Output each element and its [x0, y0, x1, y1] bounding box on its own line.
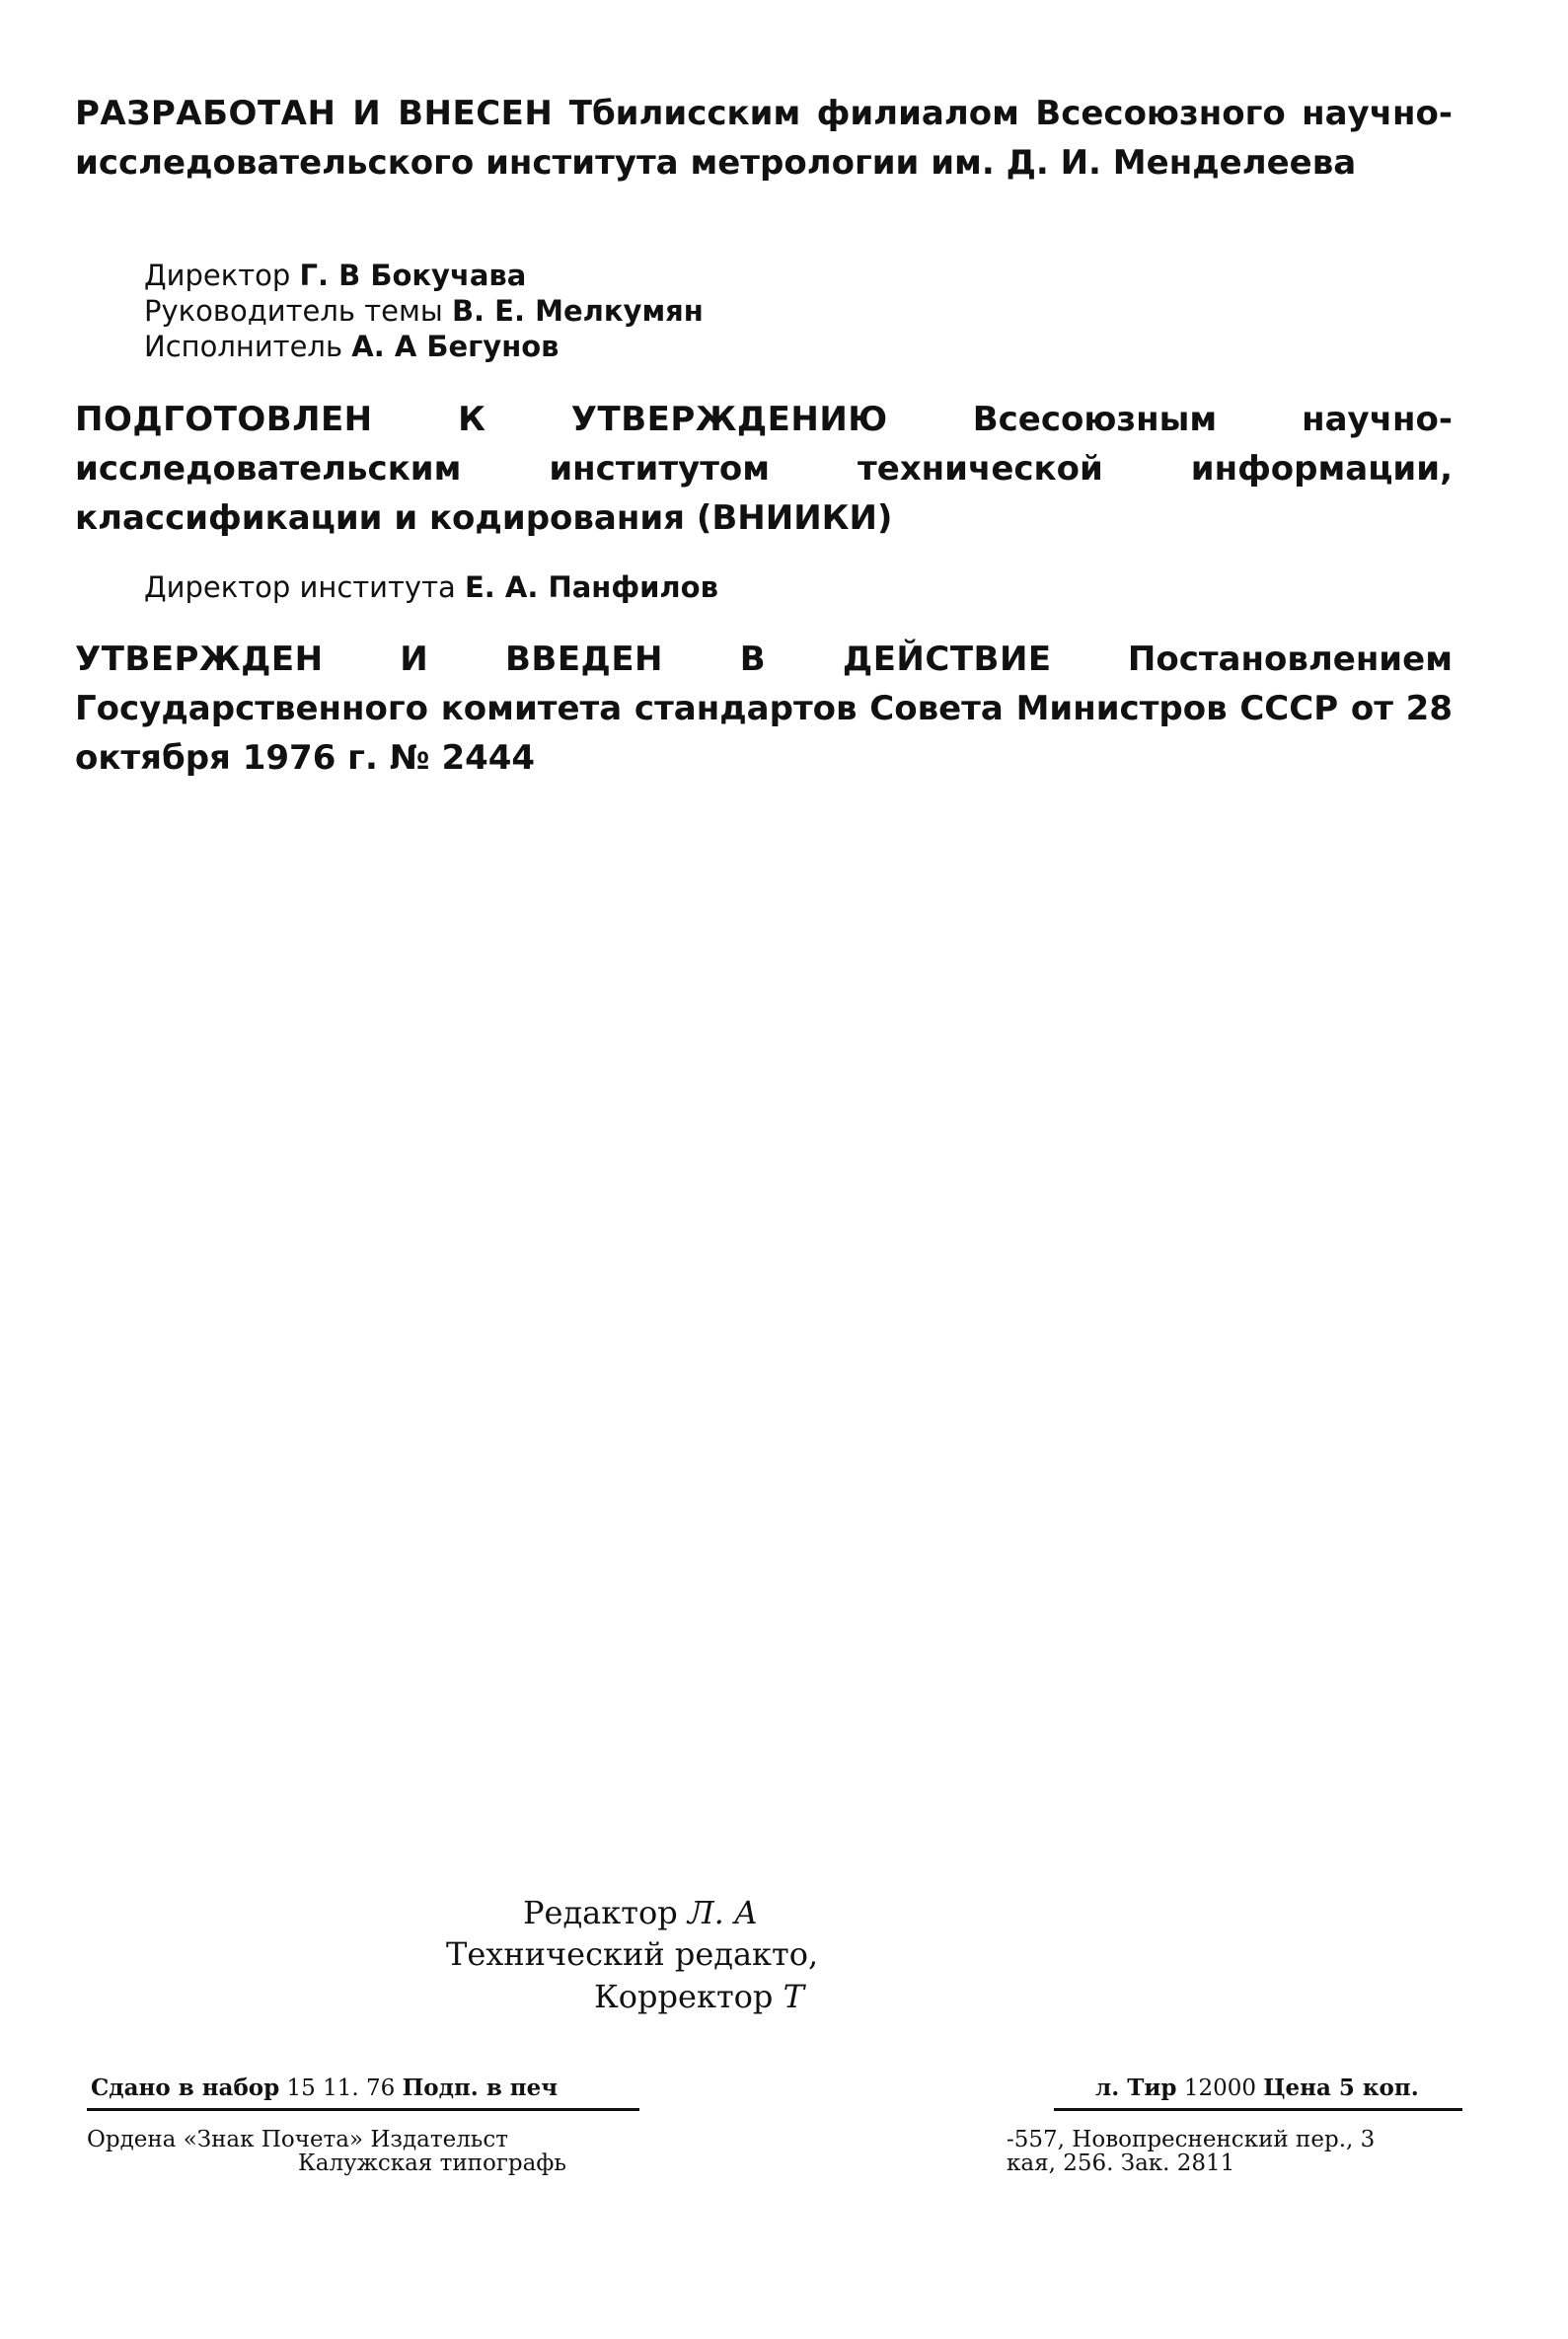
imprint-rule-right: [1054, 2108, 1462, 2111]
sent-date: 15 11. 76: [286, 2075, 396, 2101]
imprint-rule-left: [87, 2108, 639, 2111]
person-topic-lead: [144, 294, 704, 328]
prepared-paragraph: [75, 395, 1453, 543]
signed-label: Подп. в печ: [402, 2075, 559, 2101]
person-role: Директор института: [144, 570, 456, 604]
editor-line: [523, 1893, 758, 1932]
publisher-text: Ордена «Знак Почета» Издательст: [87, 2127, 508, 2152]
person-name: А. А Бегунов: [351, 330, 560, 363]
tech-editor-line: [446, 1934, 818, 1974]
person-role: Исполнитель: [144, 330, 343, 363]
imprint-sent-line: [91, 2075, 558, 2102]
developed-heading: РАЗРАБОТАН И ВНЕСЕН: [75, 94, 554, 133]
sent-label: Сдано в набор: [91, 2075, 280, 2101]
approved-heading: УТВЕРЖДЕН И ВВЕДЕН В ДЕЙСТВИЕ: [75, 640, 1052, 679]
prepared-heading: ПОДГОТОВЛЕН К УТВЕРЖДЕНИЮ: [75, 400, 888, 439]
order-line: [1007, 2150, 1234, 2177]
order-text: кая, 256. Зак. 2811: [1007, 2150, 1235, 2176]
printer-text: Калужская типографь: [298, 2150, 566, 2176]
person-executor: [144, 330, 560, 363]
person-role: Руководитель темы: [144, 294, 443, 328]
imprint-print-line: [1095, 2075, 1419, 2102]
editor-name: Л. А: [687, 1894, 759, 1931]
printer-line: [298, 2150, 566, 2177]
price: Цена 5 коп.: [1263, 2075, 1419, 2101]
person-role: Директор: [144, 259, 291, 292]
editor-role: Редактор: [523, 1894, 678, 1931]
tech-editor-role: Технический редакто,: [446, 1935, 819, 1973]
person-name: Г. В Бокучава: [299, 259, 527, 292]
print-run: 12000: [1183, 2075, 1256, 2101]
corrector-role: Корректор: [594, 1978, 774, 2015]
developed-paragraph: [75, 89, 1453, 188]
person-institute-director: [144, 570, 718, 604]
corrector-name: Т: [783, 1978, 804, 2015]
approved-paragraph: [75, 635, 1453, 783]
corrector-line: [594, 1977, 804, 2016]
approved-text: Постановлением Государственного комитета стандартов Совета Министров СССР от 28 октября 1976 г. № 2444: [75, 640, 1453, 778]
person-name: Е. А. Панфилов: [464, 570, 718, 604]
person-director: [144, 259, 526, 292]
person-name: В. Е. Мелкумян: [451, 294, 704, 328]
address-text: -557, Новопресненский пер., 3: [1007, 2127, 1376, 2152]
developed-text: Тбилисским филиалом Всесоюзного научно-исследовательского института метрологии им. Д. И. Менделеева: [75, 94, 1453, 183]
prepared-text: Всесоюзным научно-исследовательским институтом технической информации, классификации и кодирования (ВНИИКИ): [75, 400, 1454, 538]
sheets-label: л. Тир: [1095, 2075, 1177, 2101]
